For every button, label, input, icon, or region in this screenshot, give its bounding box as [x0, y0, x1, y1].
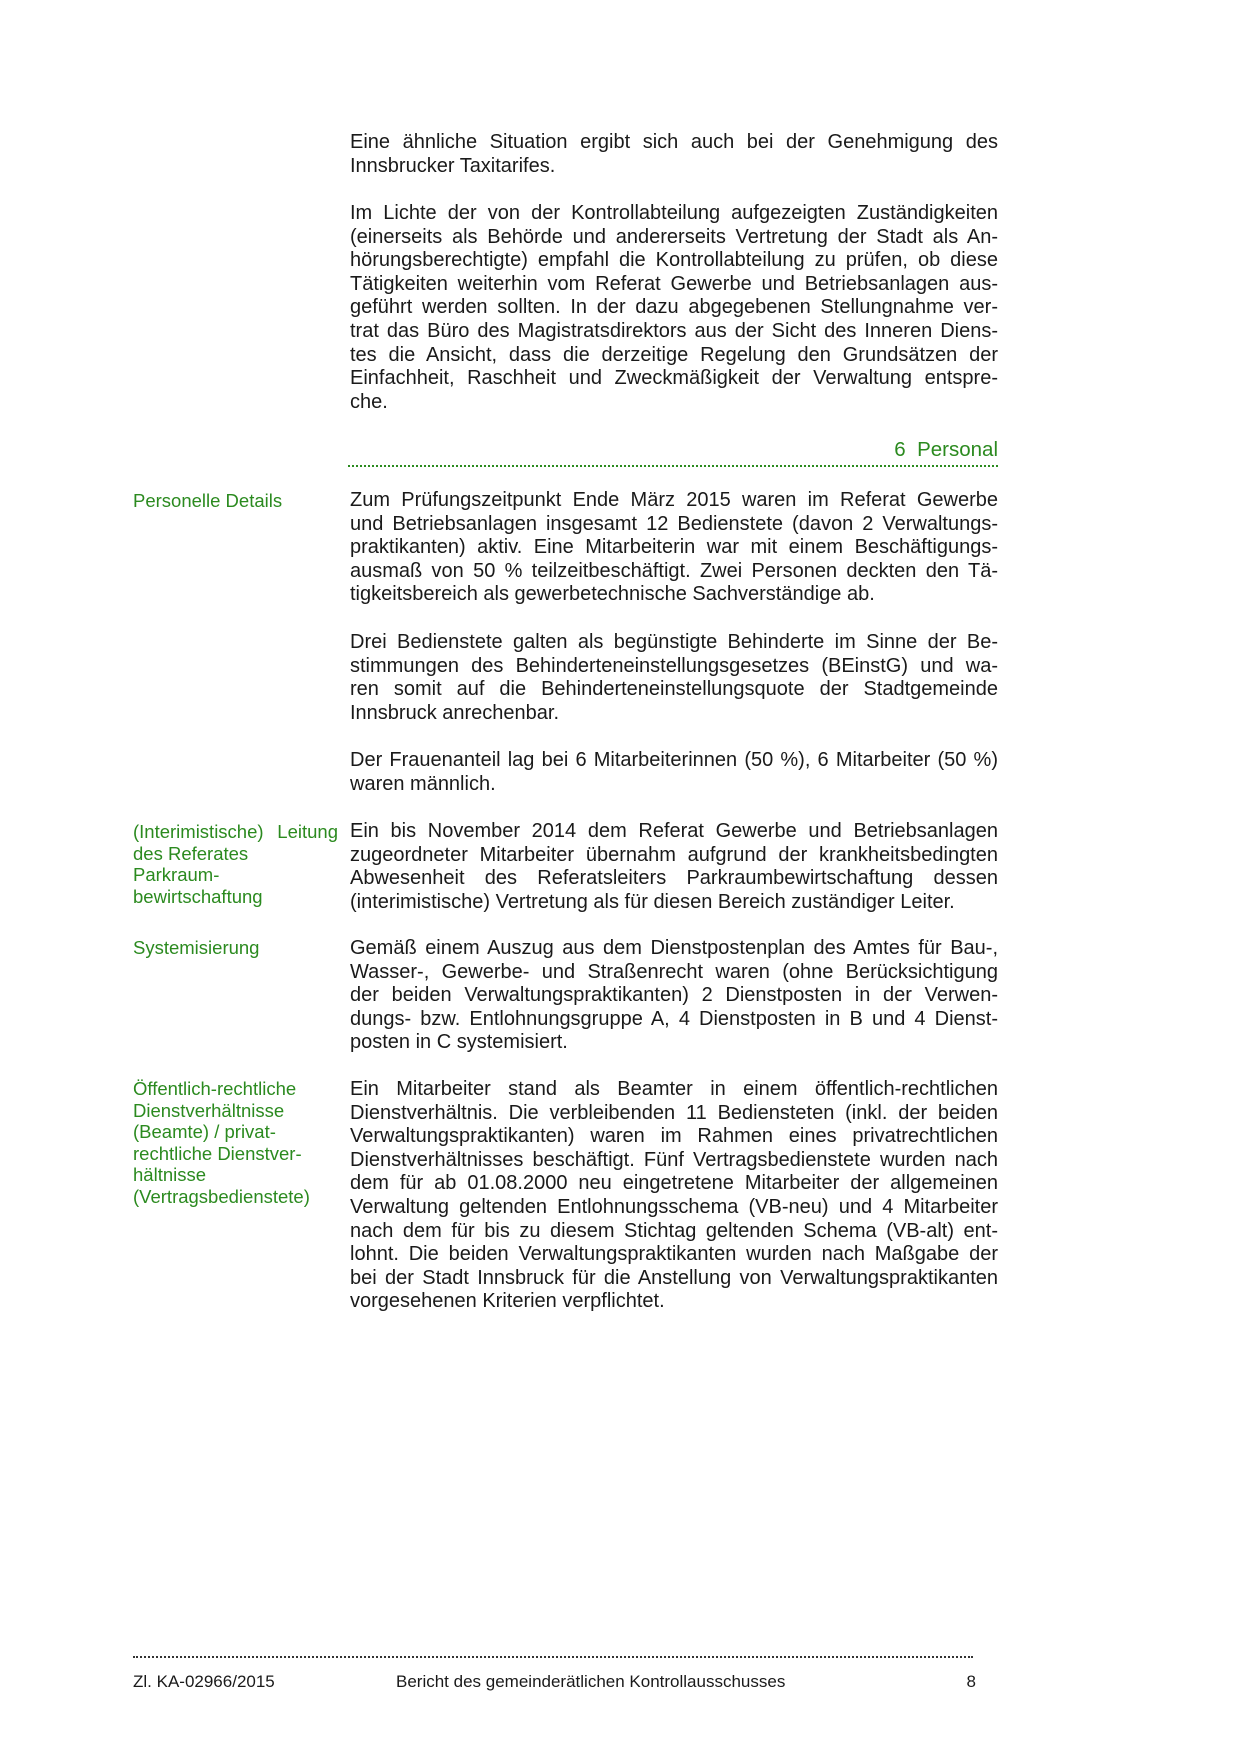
- text-line: zugeordneter Mitarbeiter übernahm aufgrund der krankheitsbedingten: [350, 843, 998, 866]
- text-line: lohnt. Die beiden Verwaltungspraktikanten wurden nach Maßgabe der: [350, 1243, 998, 1266]
- paragraph-gender-ratio: [350, 749, 998, 796]
- text-line: und Betriebsanlagen insgesamt 12 Bedienstete (davon 2 Verwaltungs-: [350, 512, 998, 535]
- paragraph-disabled-employees: [350, 631, 998, 725]
- page-number: 8: [966, 1672, 976, 1691]
- side-label-line: Öffentlich-rechtliche: [133, 1078, 297, 1099]
- text-line: Verwaltung geltenden Entlohnungsschema (VB-neu) und 4 Mitarbeiter: [350, 1195, 998, 1218]
- text-line: Einfachheit, Raschheit und Zweckmäßigkeit der Verwaltung entspre-: [350, 367, 998, 390]
- side-label-line: Systemisierung: [133, 937, 260, 958]
- side-label-personelle-details: [133, 490, 338, 512]
- text-line: ren somit auf die Behinderteneinstellungsquote der Stadtgemeinde: [350, 678, 998, 701]
- text-line: Dienstverhältnisses beschäftigt. Fünf Vertragsbedienstete wurden nach: [350, 1148, 998, 1171]
- text-line: Abwesenheit des Referatsleiters Parkraumbewirtschaftung dessen: [350, 867, 998, 890]
- text-line: (einerseits als Behörde und andererseits Vertretung der Stadt als An-: [350, 225, 998, 248]
- side-label-interim-leadership: [133, 821, 338, 907]
- text-line: Im Lichte der von der Kontrollabteilung aufgezeigten Zuständigkeiten: [350, 202, 998, 224]
- text-line: Innsbrucker Taxitarifes.: [350, 154, 556, 177]
- text-line: Ein bis November 2014 dem Referat Gewerbe und Betriebsanlagen: [350, 820, 998, 842]
- text-line: posten in C systemisiert.: [350, 1031, 568, 1054]
- side-label-line: hältnisse: [133, 1164, 207, 1186]
- paragraph-personnel-count: [350, 489, 998, 607]
- text-line: Eine ähnliche Situation ergibt sich auch bei der Genehmigung des: [350, 131, 998, 153]
- text-line: ausmaß von 50 % teilzeitbeschäftigt. Zwei Personen deckten den Tä-: [350, 559, 998, 582]
- side-label-line: bewirtschaftung: [133, 885, 263, 907]
- intro-paragraph-1: [350, 131, 998, 178]
- section-heading: 6 Personal: [894, 438, 998, 461]
- paragraph-employment-relationships: [350, 1078, 998, 1314]
- footer-rule: [133, 1656, 973, 1658]
- text-line: Tätigkeiten weiterhin vom Referat Gewerbe und Betriebsanlagen aus-: [350, 272, 998, 295]
- text-line: Ein Mitarbeiter stand als Beamter in einem öffentlich-rechtlichen: [350, 1078, 998, 1100]
- text-line: hörungsberechtigte) empfahl die Kontrollabteilung zu prüfen, ob diese: [350, 249, 998, 272]
- footer-reference: Zl. KA-02966/2015: [133, 1672, 275, 1691]
- text-line: Zum Prüfungszeitpunkt Ende März 2015 waren im Referat Gewerbe: [350, 489, 998, 511]
- text-line: bei der Stadt Innsbruck für die Anstellung von Verwaltungspraktikanten: [350, 1266, 998, 1289]
- text-line: der beiden Verwaltungspraktikanten) 2 Dienstposten in der Verwen-: [350, 984, 998, 1007]
- text-line: Innsbruck anrechenbar.: [350, 701, 560, 724]
- side-label-line: (Vertragsbedienstete): [133, 1185, 310, 1207]
- side-label-line: (Beamte) / privat-: [133, 1121, 276, 1143]
- text-line: geführt werden sollten. In der dazu abgegebenen Stellungnahme ver-: [350, 296, 998, 319]
- side-label-line: Dienstverhältnisse: [133, 1099, 285, 1121]
- paragraph-systemisierung: [350, 937, 998, 1055]
- side-label-employment-relationships: [133, 1078, 338, 1208]
- text-line: waren männlich.: [350, 772, 496, 795]
- text-line: Der Frauenanteil lag bei 6 Mitarbeiterinnen (50 %), 6 Mitarbeiter (50 %): [350, 749, 998, 771]
- text-line: Dienstverhältnis. Die verbleibenden 11 Bediensteten (inkl. der beiden: [350, 1101, 998, 1124]
- side-label-line: Parkraum-: [133, 864, 220, 886]
- text-line: Verwaltungspraktikanten) waren im Rahmen eines privatrechtlichen: [350, 1125, 998, 1148]
- side-label-systemisierung: [133, 937, 338, 959]
- text-line: stimmungen des Behinderteneinstellungsgesetzes (BEinstG) und wa-: [350, 654, 998, 677]
- side-label-line: rechtliche Dienstver-: [133, 1142, 302, 1164]
- text-line: praktikanten) aktiv. Eine Mitarbeiterin war mit einem Beschäftigungs-: [350, 536, 998, 559]
- text-line: Gemäß einem Auszug aus dem Dienstpostenplan des Amtes für Bau-,: [350, 937, 998, 959]
- text-line: tes die Ansicht, dass die derzeitige Regelung den Grundsätzen der: [350, 343, 998, 366]
- text-line: dungs- bzw. Entlohnungsgruppe A, 4 Dienstposten in B und 4 Dienst-: [350, 1007, 998, 1030]
- paragraph-interim-leadership: [350, 820, 998, 914]
- side-label-line: des Referates: [133, 842, 249, 864]
- text-line: vorgesehenen Kriterien verpflichtet.: [350, 1290, 665, 1313]
- text-line: trat das Büro des Magistratsdirektors aus der Sicht des Inneren Diens-: [350, 319, 998, 342]
- section-heading-rule: [348, 465, 998, 467]
- text-line: dem für ab 01.08.2000 neu eingetretene Mitarbeiter der allgemeinen: [350, 1172, 998, 1195]
- text-line: nach dem für bis zu diesem Stichtag geltenden Schema (VB-alt) ent-: [350, 1219, 998, 1242]
- side-label-line: Personelle Details: [133, 490, 283, 511]
- text-line: tigkeitsbereich als gewerbetechnische Sachverständige ab.: [350, 583, 875, 606]
- text-line: Drei Bedienstete galten als begünstigte Behinderte im Sinne der Be-: [350, 631, 998, 653]
- text-line: (interimistische) Vertretung als für diesen Bereich zuständiger Leiter.: [350, 890, 955, 913]
- text-line: che.: [350, 390, 388, 413]
- side-label-line: (Interimistische) Leitung: [133, 821, 338, 842]
- footer-title: Bericht des gemeinderätlichen Kontrollausschusses: [396, 1672, 786, 1691]
- intro-paragraph-2: [350, 202, 998, 414]
- text-line: Wasser-, Gewerbe- und Straßenrecht waren (ohne Berücksichtigung: [350, 960, 998, 983]
